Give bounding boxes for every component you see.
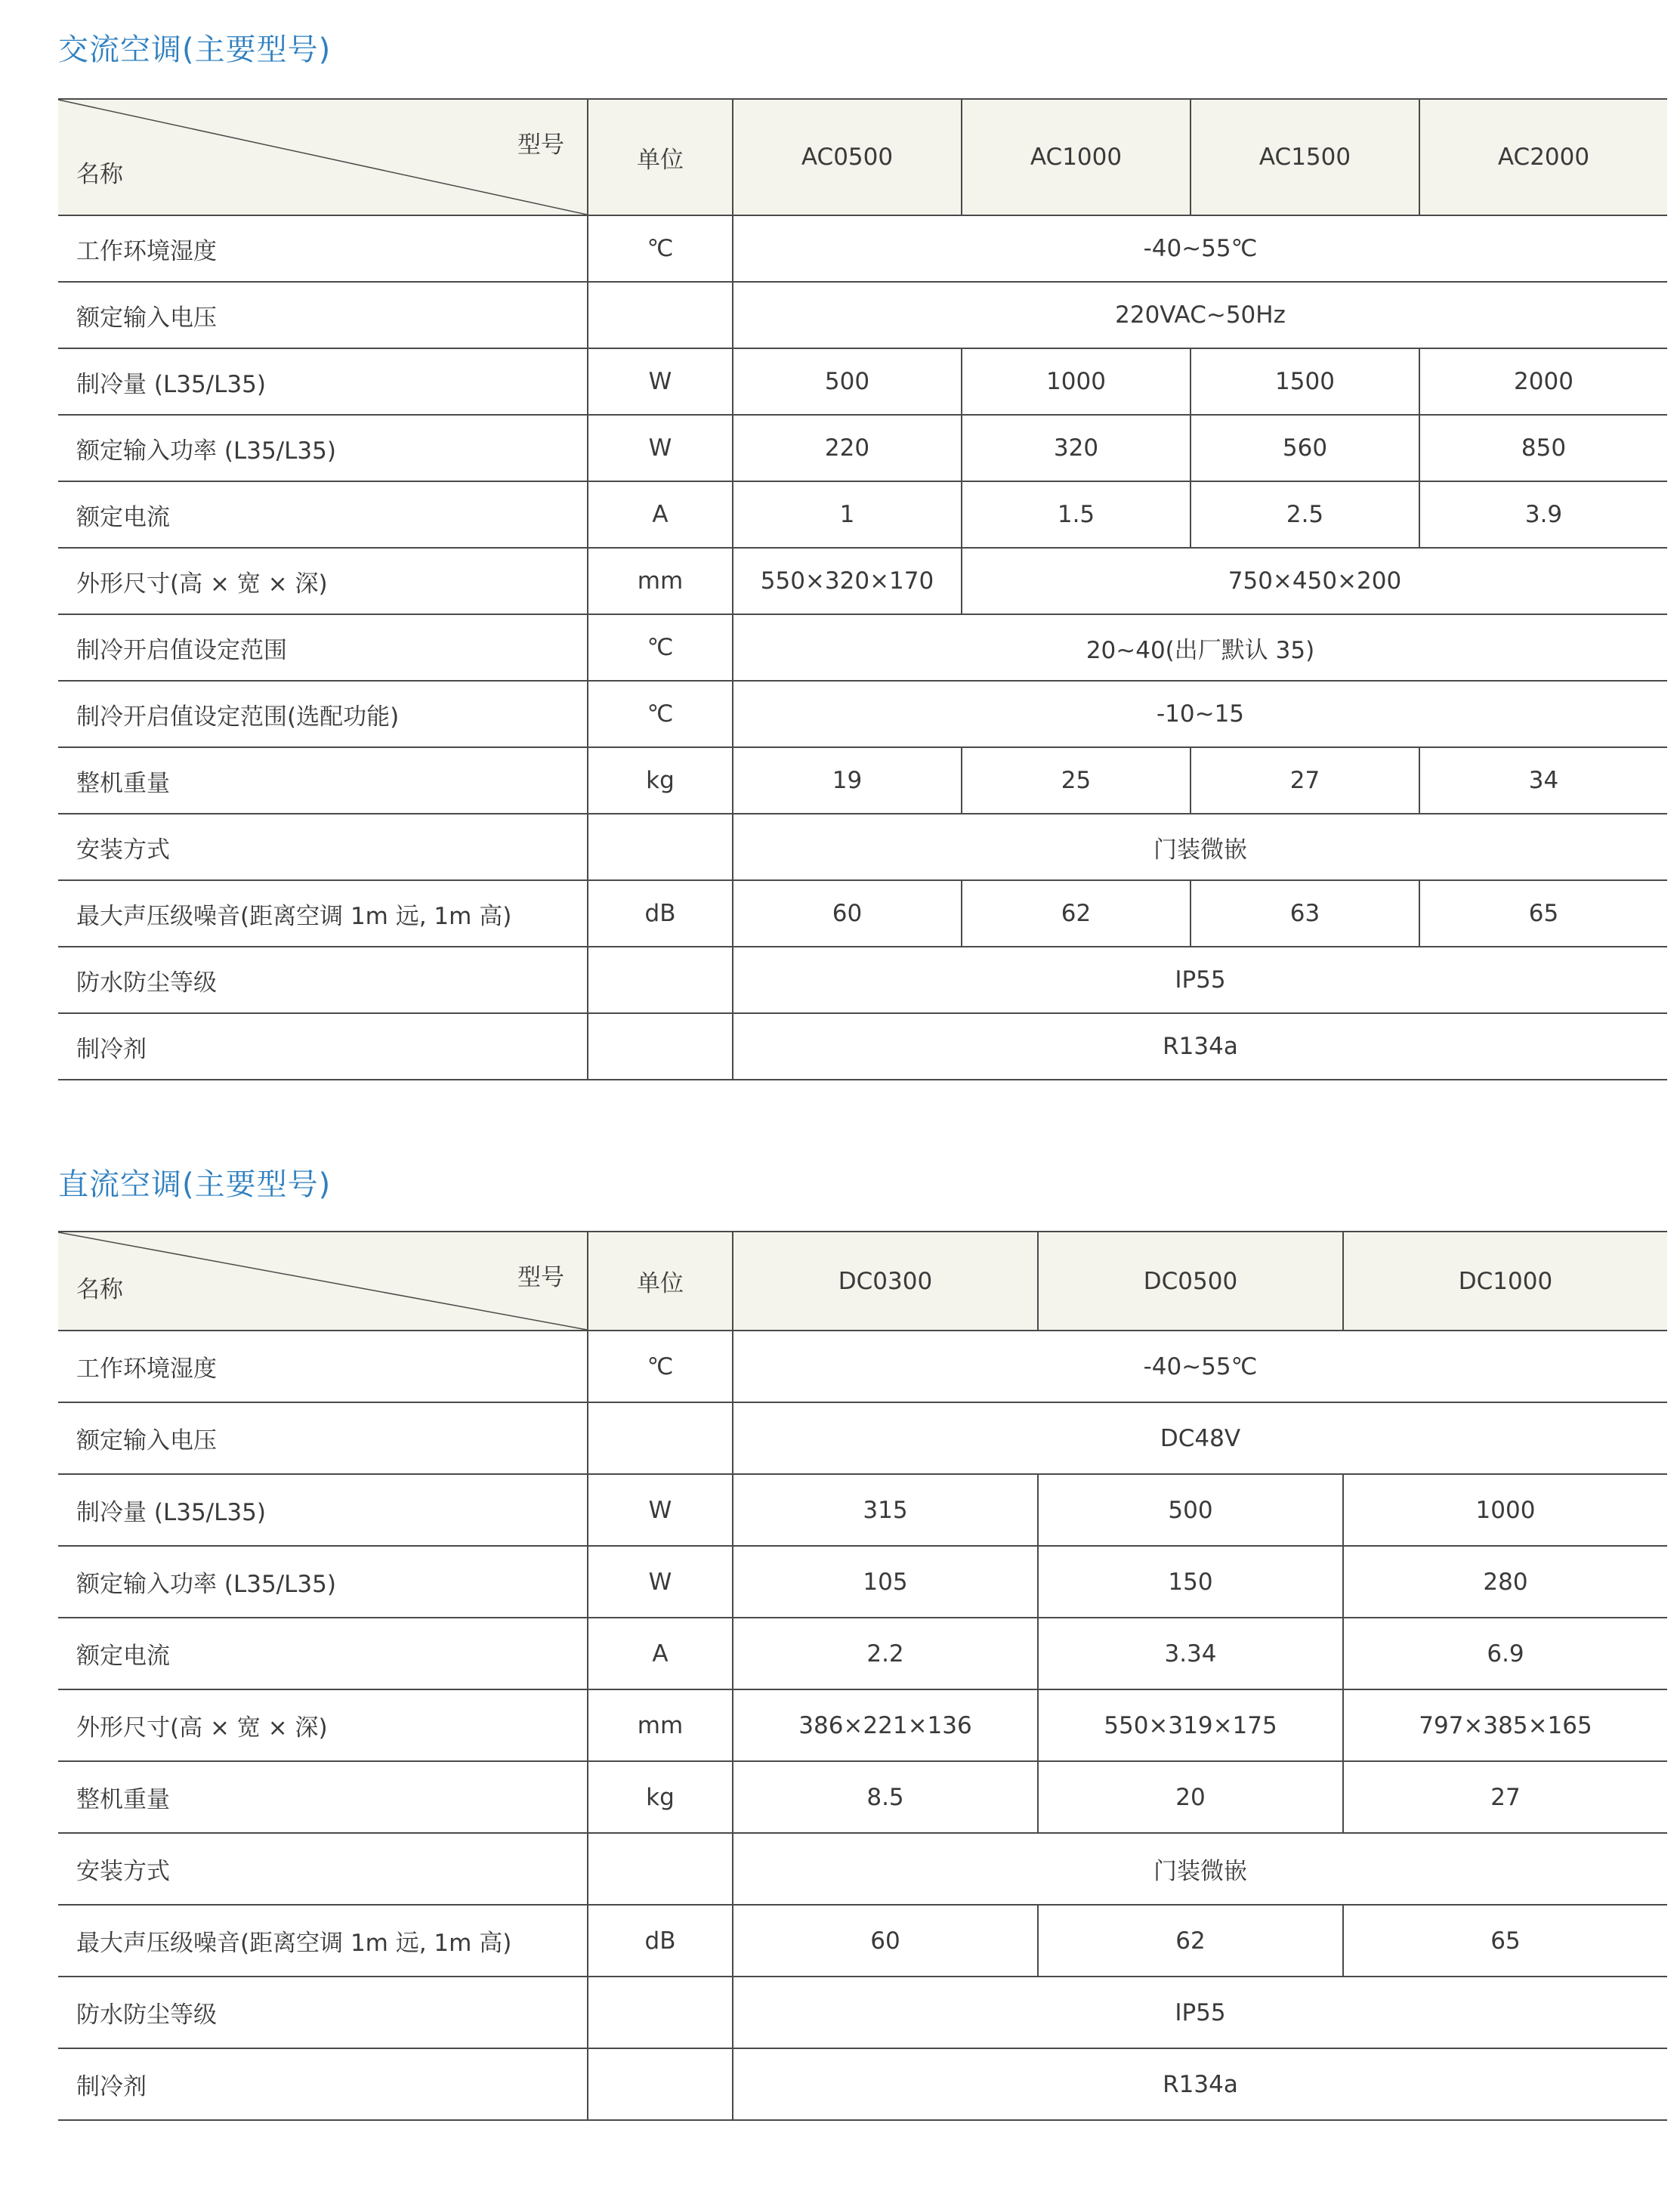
value-cell: 1: [733, 481, 962, 548]
value-cell: 63: [1191, 880, 1419, 947]
model-header: DC1000: [1343, 1232, 1667, 1331]
table-row: [58, 814, 1667, 880]
table-row: [58, 348, 1667, 415]
table-row: [58, 215, 1667, 282]
header-row: [58, 1232, 1667, 1331]
row-unit: ℃: [588, 681, 733, 747]
value-cell: R134a: [733, 1013, 1667, 1080]
row-name: 制冷剂: [58, 2048, 588, 2120]
table-row: [58, 947, 1667, 1013]
row-name: 防水防尘等级: [58, 947, 588, 1013]
value-cell: 门装微嵌: [733, 814, 1667, 880]
row-unit: ℃: [588, 614, 733, 681]
model-label: 型号: [517, 1264, 564, 1291]
table-row: [58, 282, 1667, 348]
row-name: 制冷剂: [58, 1013, 588, 1080]
value-cell: 220: [733, 415, 962, 481]
unit-header: 单位: [588, 99, 733, 215]
diagonal-header-cell: [58, 99, 588, 215]
value-cell: -10~15: [733, 681, 1667, 747]
row-unit: [588, 1977, 733, 2048]
diagonal-divider: [58, 100, 587, 215]
value-cell: 850: [1419, 415, 1667, 481]
diagonal-divider: [58, 1232, 587, 1330]
row-name: 工作环境湿度: [58, 215, 588, 282]
value-cell: 6.9: [1343, 1618, 1667, 1689]
model-header: AC1500: [1191, 99, 1419, 215]
value-cell: 386×221×136: [733, 1689, 1038, 1761]
value-cell: 60: [733, 880, 962, 947]
row-name: 额定输入电压: [58, 1402, 588, 1474]
value-cell: 20: [1038, 1761, 1343, 1833]
value-cell: 65: [1343, 1905, 1667, 1977]
table-row: [58, 681, 1667, 747]
header-row: [58, 99, 1667, 215]
value-cell: 280: [1343, 1546, 1667, 1618]
value-cell: 500: [733, 348, 962, 415]
row-unit: [588, 2048, 733, 2120]
table-row: [58, 481, 1667, 548]
value-cell: 550×320×170: [733, 548, 962, 614]
row-unit: ℃: [588, 215, 733, 282]
row-name: 额定输入功率 (L35/L35): [58, 415, 588, 481]
row-name: 额定输入功率 (L35/L35): [58, 1546, 588, 1618]
value-cell: 105: [733, 1546, 1038, 1618]
row-unit: [588, 947, 733, 1013]
unit-header: 单位: [588, 1232, 733, 1331]
row-unit: A: [588, 1618, 733, 1689]
row-unit: mm: [588, 1689, 733, 1761]
row-unit: [588, 1402, 733, 1474]
diagonal-header-cell: [58, 1232, 588, 1331]
table-row: [58, 1546, 1667, 1618]
value-cell: R134a: [733, 2048, 1667, 2120]
row-unit: [588, 1013, 733, 1080]
value-cell: 750×450×200: [962, 548, 1667, 614]
row-name: 整机重量: [58, 1761, 588, 1833]
value-cell: 150: [1038, 1546, 1343, 1618]
value-cell: 1500: [1191, 348, 1419, 415]
value-cell: 1000: [962, 348, 1191, 415]
row-unit: kg: [588, 747, 733, 814]
dc-spec-table: [58, 1231, 1667, 2121]
value-cell: 797×385×165: [1343, 1689, 1667, 1761]
value-cell: 34: [1419, 747, 1667, 814]
row-unit: ℃: [588, 1331, 733, 1402]
ac-section-title: 交流空调(主要型号): [58, 32, 332, 67]
value-cell: 550×319×175: [1038, 1689, 1343, 1761]
model-label: 型号: [517, 131, 564, 159]
row-unit: mm: [588, 548, 733, 614]
table-row: [58, 1402, 1667, 1474]
table-row: [58, 747, 1667, 814]
value-cell: 2.5: [1191, 481, 1419, 548]
value-cell: 320: [962, 415, 1191, 481]
table-row: [58, 1833, 1667, 1905]
value-cell: 65: [1419, 880, 1667, 947]
value-cell: 门装微嵌: [733, 1833, 1667, 1905]
value-cell: 2000: [1419, 348, 1667, 415]
table-row: [58, 2048, 1667, 2120]
row-unit: W: [588, 415, 733, 481]
table-row: [58, 614, 1667, 681]
model-header: AC2000: [1419, 99, 1667, 215]
row-name: 安装方式: [58, 1833, 588, 1905]
value-cell: 20~40(出厂默认 35): [733, 614, 1667, 681]
value-cell: DC48V: [733, 1402, 1667, 1474]
value-cell: IP55: [733, 1977, 1667, 2048]
table-row: [58, 1331, 1667, 1402]
row-name: 防水防尘等级: [58, 1977, 588, 2048]
name-label: 名称: [76, 1276, 123, 1303]
row-unit: kg: [588, 1761, 733, 1833]
value-cell: 500: [1038, 1474, 1343, 1546]
value-cell: 3.34: [1038, 1618, 1343, 1689]
row-unit: dB: [588, 880, 733, 947]
model-header: DC0500: [1038, 1232, 1343, 1331]
row-name: 制冷量 (L35/L35): [58, 348, 588, 415]
row-name: 最大声压级噪音(距离空调 1m 远, 1m 高): [58, 880, 588, 947]
model-header: DC0300: [733, 1232, 1038, 1331]
value-cell: -40~55℃: [733, 215, 1667, 282]
table-row: [58, 1013, 1667, 1080]
row-name: 安装方式: [58, 814, 588, 880]
value-cell: 315: [733, 1474, 1038, 1546]
row-name: 整机重量: [58, 747, 588, 814]
value-cell: 27: [1343, 1761, 1667, 1833]
row-unit: [588, 282, 733, 348]
name-label: 名称: [76, 161, 123, 188]
value-cell: -40~55℃: [733, 1331, 1667, 1402]
row-name: 制冷开启值设定范围: [58, 614, 588, 681]
table-row: [58, 1474, 1667, 1546]
value-cell: IP55: [733, 947, 1667, 1013]
table-row: [58, 415, 1667, 481]
row-unit: dB: [588, 1905, 733, 1977]
row-unit: W: [588, 1546, 733, 1618]
row-unit: [588, 1833, 733, 1905]
value-cell: 3.9: [1419, 481, 1667, 548]
value-cell: 560: [1191, 415, 1419, 481]
row-name: 外形尺寸(高 × 宽 × 深): [58, 548, 588, 614]
row-unit: W: [588, 348, 733, 415]
row-name: 制冷开启值设定范围(选配功能): [58, 681, 588, 747]
model-header: AC0500: [733, 99, 962, 215]
value-cell: 27: [1191, 747, 1419, 814]
value-cell: 8.5: [733, 1761, 1038, 1833]
row-name: 额定电流: [58, 481, 588, 548]
value-cell: 19: [733, 747, 962, 814]
table-row: [58, 1689, 1667, 1761]
table-row: [58, 1905, 1667, 1977]
model-header: AC1000: [962, 99, 1191, 215]
value-cell: 60: [733, 1905, 1038, 1977]
table-row: [58, 548, 1667, 614]
table-row: [58, 1618, 1667, 1689]
table-row: [58, 880, 1667, 947]
row-unit: W: [588, 1474, 733, 1546]
value-cell: 220VAC~50Hz: [733, 282, 1667, 348]
table-row: [58, 1977, 1667, 2048]
row-name: 制冷量 (L35/L35): [58, 1474, 588, 1546]
row-name: 最大声压级噪音(距离空调 1m 远, 1m 高): [58, 1905, 588, 1977]
row-name: 额定电流: [58, 1618, 588, 1689]
table-row: [58, 1761, 1667, 1833]
value-cell: 1000: [1343, 1474, 1667, 1546]
dc-section-title: 直流空调(主要型号): [58, 1167, 332, 1202]
row-name: 工作环境湿度: [58, 1331, 588, 1402]
row-unit: A: [588, 481, 733, 548]
value-cell: 1.5: [962, 481, 1191, 548]
value-cell: 62: [1038, 1905, 1343, 1977]
ac-spec-table: [58, 98, 1667, 1080]
row-name: 额定输入电压: [58, 282, 588, 348]
value-cell: 2.2: [733, 1618, 1038, 1689]
row-unit: [588, 814, 733, 880]
row-name: 外形尺寸(高 × 宽 × 深): [58, 1689, 588, 1761]
value-cell: 62: [962, 880, 1191, 947]
value-cell: 25: [962, 747, 1191, 814]
